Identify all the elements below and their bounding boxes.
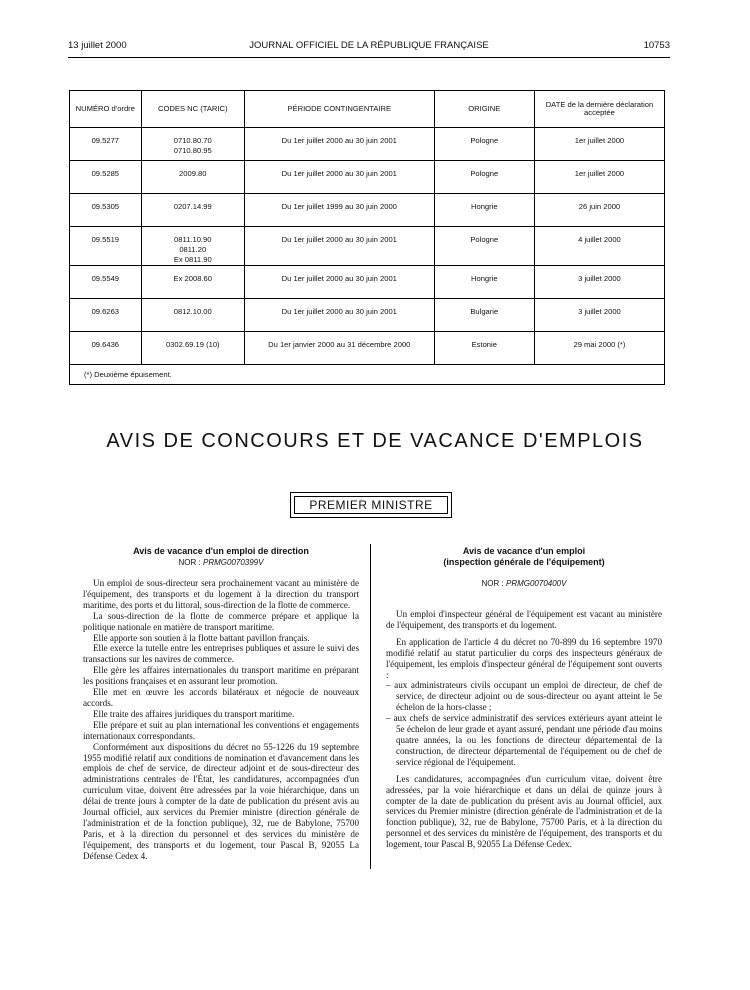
right-heading-2: (inspection générale de l'équipement) (443, 557, 605, 567)
right-list (386, 680, 662, 767)
cell-periode: Du 1er juillet 2000 au 30 juin 2001 (244, 266, 434, 299)
cell-periode: Du 1er juillet 2000 au 30 juin 2001 (244, 161, 434, 194)
cell-numero: 09.6436 (70, 332, 142, 365)
col-header-numero: NUMÉRO d'ordre (70, 91, 142, 128)
cell-date: 4 juillet 2000 (534, 227, 664, 266)
col-header-date: DATE de la dernière déclaration acceptée (534, 91, 664, 128)
cell-periode: Du 1er janvier 2000 au 31 décembre 2000 (244, 332, 434, 365)
table-row (70, 227, 665, 266)
left-heading: Avis de vacance d'un emploi de direction (133, 546, 309, 556)
ministry-label: PREMIER MINISTRE (294, 496, 448, 514)
cell-date: 26 juin 2000 (534, 194, 664, 227)
right-heading-1: Avis de vacance d'un emploi (462, 546, 586, 556)
cell-date: 29 mai 2000 (*) (534, 332, 664, 365)
cell-numero: 09.5305 (70, 194, 142, 227)
cell-date: 3 juillet 2000 (534, 299, 664, 332)
cell-codes: 0302.69.19 (10) (141, 332, 244, 365)
col-header-periode: PÉRIODE CONTINGENTAIRE (244, 91, 434, 128)
table-note: (*) Deuxième épuisement. (70, 365, 665, 385)
cell-codes: 0812.10.00 (141, 299, 244, 332)
right-nor: NOR : PRMG0070400V (481, 579, 567, 588)
cell-codes: 0811.10.90 0811.20 Ex 0811.90 (141, 227, 244, 266)
left-paragraph: Elle apporte son soutien à la flotte battant pavillon français. (93, 632, 310, 643)
col-header-origine: ORIGINE (434, 91, 534, 128)
left-paragraph: Un emploi de sous-directeur sera prochainement vacant au ministère de l'équipement, des transports et du logement à la direction du transport maritime, des ports et du littoral, sous-direction de la flotte de commerce. (83, 578, 359, 610)
cell-numero: 09.5285 (70, 161, 142, 194)
left-paragraph: Elle prépare et suit au plan international les conventions et engagements internationaux correspondants. (83, 719, 359, 741)
table-row (70, 194, 665, 227)
cell-periode: Du 1er juillet 2000 au 30 juin 2001 (244, 227, 434, 266)
cell-numero: 09.5519 (70, 227, 142, 266)
left-nor: NOR : PRMG0070399V (178, 558, 264, 567)
cell-codes: Ex 2008.60 (141, 266, 244, 299)
cell-origine: Pologne (434, 161, 534, 194)
cell-date: 1er juillet 2000 (534, 128, 664, 161)
left-paragraph: Elle met en œuvre les accords bilatéraux et négocie de nouveaux accords. (83, 687, 359, 708)
page-header (68, 40, 670, 54)
right-list-item: – aux chefs de service administratif des services extérieurs ayant atteint le 5e échelon de leur grade et ayant assuré, pendant une période d'au moins quatre années, la ou les fonctions de directeur départemental de la construction, de directeur départemental de l'équipement ou de chef de service régional de l'équipement. (386, 713, 662, 767)
left-nor-code: PRMG0070399V (202, 558, 264, 567)
quota-table (69, 90, 665, 385)
left-paragraph: Elle exerce la tutelle entre les entreprises publiques et assure le suivi des transactions sur les navires de commerce. (83, 643, 359, 665)
right-paragraph-2: En application de l'article 4 du décret no 70-899 du 16 septembre 1970 modifié relatif au statut particulier du corps des inspecteurs généraux de l'équipement, les emplois d'inspecteur général de l'équipement sont ouverts : (386, 636, 662, 680)
ministry-box (290, 492, 452, 518)
left-body (83, 578, 359, 862)
section-title: AVIS DE CONCOURS ET DE VACANCE D'EMPLOIS (106, 430, 644, 452)
left-paragraph: La sous-direction de la flotte de commerce prépare et applique la politique nationale en matière de transport maritime. (83, 610, 359, 632)
left-paragraph: Conformément aux dispositions du décret no 55-1226 du 19 septembre 1955 modifié relatif aux conditions de nomination et d'avancement dans les emplois de chef de service, de directeur adjoint et de sous-directeur des administrations centrales de l'État, les candidatures, accompagnées d'un curriculum vitae, doivent être adressées par la voie hiérarchique, dans un délai de trente jours à compter de la date de publication du présent avis au Journal officiel, aux services du Premier ministre (direction générale de l'administration et de la fonction publique), 32, rue de Babylone, 75700 Paris, et à la direction du personnel et des services du ministère de l'équipement, des transports et du logement, tour Pascal B, 92055 La Défense Cedex 4. (83, 741, 359, 861)
right-list-item: – aux administrateurs civils occupant un emploi de directeur, de chef de service, de directeur adjoint ou de sous-directeur ou ayant atteint le 5e échelon de la hors-classe ; (386, 680, 662, 713)
cell-origine: Pologne (434, 128, 534, 161)
cell-codes: 2009.80 (141, 161, 244, 194)
table-header-row (70, 91, 665, 128)
cell-numero: 09.6263 (70, 299, 142, 332)
cell-origine: Hongrie (434, 194, 534, 227)
column-divider (370, 544, 371, 869)
col-header-codes: CODES NC (TARIC) (141, 91, 244, 128)
table-row (70, 266, 665, 299)
table-note-row (70, 365, 665, 385)
cell-codes: 0710.80.70 0710.80.95 (141, 128, 244, 161)
cell-periode: Du 1er juillet 2000 au 30 juin 2001 (244, 128, 434, 161)
table-row (70, 332, 665, 365)
cell-periode: Du 1er juillet 2000 au 30 juin 2001 (244, 299, 434, 332)
cell-numero: 09.5549 (70, 266, 142, 299)
header-page-number: 10753 (643, 40, 670, 51)
cell-origine: Bulgarie (434, 299, 534, 332)
right-nor-code: PRMG0070400V (505, 579, 567, 588)
left-paragraph: Elle gère les affaires internationales du transport maritime en préparant les positions françaises et en assurant leur promotion. (83, 665, 359, 687)
cell-origine: Hongrie (434, 266, 534, 299)
cell-origine: Estonie (434, 332, 534, 365)
header-date: 13 juillet 2000 (68, 40, 127, 51)
left-paragraph: Elle traite des affaires juridiques du transport maritime. (93, 708, 295, 719)
right-notice (386, 546, 662, 850)
left-notice (83, 546, 359, 862)
header-rule (68, 57, 670, 58)
cell-date: 1er juillet 2000 (534, 161, 664, 194)
header-journal-title: JOURNAL OFFICIEL DE LA RÉPUBLIQUE FRANÇAISE (249, 40, 489, 51)
right-paragraph-3: Les candidatures, accompagnées d'un curriculum vitae, doivent être adressées, par la voie hiérarchique et dans un délai de quinze jours à compter de la date de publication du présent avis au Journal officiel, aux services du Premier ministre (direction générale de l'administration et de la fonction publique), 32, rue de Babylone, 75700 Paris, et à la direction du personnel et des services du ministère de l'équipement, des transports et du logement, tour Pascal B, 92055 La Défense Cedex. (386, 773, 662, 850)
cell-periode: Du 1er juillet 1999 au 30 juin 2000 (244, 194, 434, 227)
cell-codes: 0207.14.99 (141, 194, 244, 227)
cell-numero: 09.5277 (70, 128, 142, 161)
table-row (70, 128, 665, 161)
table-row (70, 299, 665, 332)
table-row (70, 161, 665, 194)
cell-date: 3 juillet 2000 (534, 266, 664, 299)
cell-origine: Pologne (434, 227, 534, 266)
right-paragraph-1: Un emploi d'inspecteur général de l'équipement est vacant au ministère de l'équipement, des transports et du logement. (386, 609, 662, 630)
